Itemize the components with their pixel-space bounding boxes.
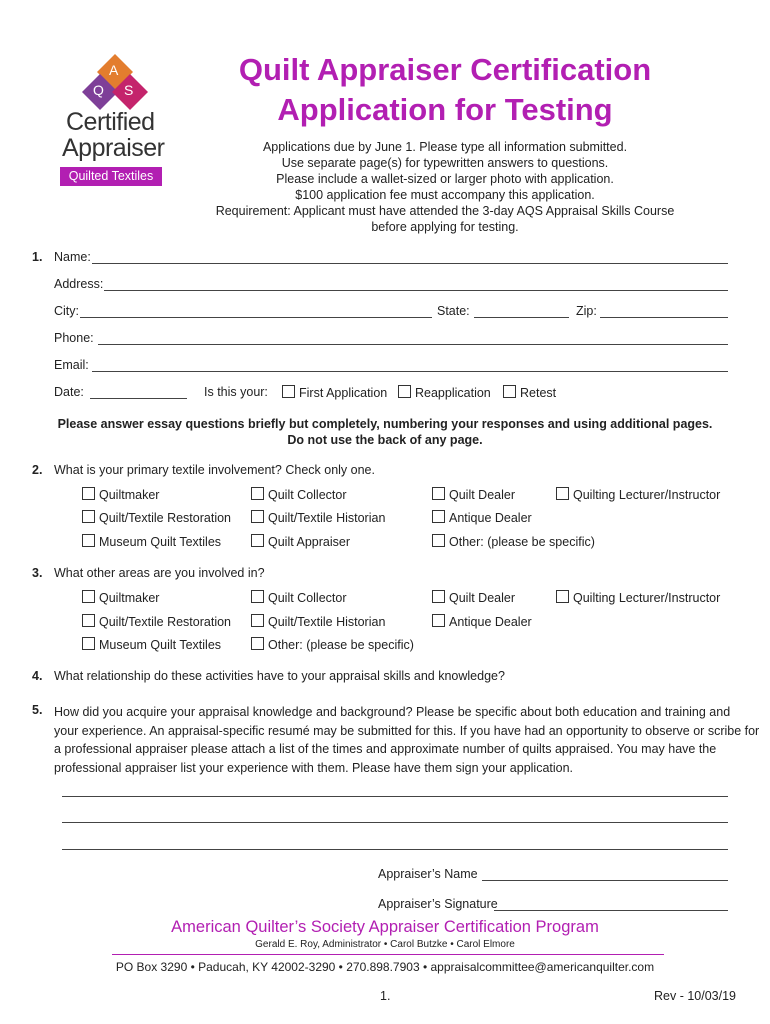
email-label: Email: xyxy=(54,358,89,372)
checkbox-box[interactable] xyxy=(556,590,569,603)
q3-lecturer[interactable] xyxy=(556,590,720,605)
checkbox-box[interactable] xyxy=(251,510,264,523)
q3-museum[interactable] xyxy=(82,637,221,652)
q5-line: your experience. An appraisal-specific resumé may be submitted for this. If you have had an opportunity to observe or scribe for xyxy=(54,723,760,738)
phone-field[interactable] xyxy=(98,344,728,345)
q2-text xyxy=(54,463,375,477)
zip-field[interactable] xyxy=(600,317,728,318)
q4-text: What relationship do these activities have to your appraisal skills and knowledge? xyxy=(54,669,505,683)
essay-instructions xyxy=(40,416,730,448)
q2-museum[interactable] xyxy=(82,534,221,549)
city-label: City: xyxy=(54,304,79,318)
checkbox-box[interactable] xyxy=(398,385,411,398)
q3-quilt-collector[interactable] xyxy=(251,590,347,605)
option-label: Quilting Lecturer/Instructor xyxy=(573,591,721,605)
revision-date: Rev - 10/03/19 xyxy=(654,989,736,1003)
contact-info: PO Box 3290 • Paducah, KY 42002-3290 • 270.898.7903 • appraisalcommittee@americanquilter.com xyxy=(115,960,655,974)
address-field[interactable] xyxy=(104,290,728,291)
option-label: Quilt Collector xyxy=(268,591,347,605)
option-label: Antique Dealer xyxy=(449,615,532,629)
q2-other[interactable] xyxy=(432,534,595,549)
is-this-label: Is this your: xyxy=(204,385,268,399)
page-title xyxy=(170,50,720,130)
option-label: Quilting Lecturer/Instructor xyxy=(573,488,721,502)
name-field[interactable] xyxy=(92,263,728,264)
q3-number: 3. xyxy=(32,566,43,580)
logo-certified: Certified xyxy=(66,108,155,136)
page-number: 1. xyxy=(380,989,391,1003)
option-label: Quilt Collector xyxy=(268,488,347,502)
q3-quiltmaker[interactable] xyxy=(82,590,159,605)
title-line-1: Quilt Appraiser Certification xyxy=(238,52,652,87)
checkbox-box[interactable] xyxy=(282,385,295,398)
appraiser-name-field[interactable] xyxy=(482,880,728,881)
address-label: Address: xyxy=(54,277,104,291)
q3-quilt-dealer[interactable] xyxy=(432,590,515,605)
appraiser-signature-label: Appraiser’s Signature xyxy=(378,897,498,911)
option-label: Museum Quilt Textiles xyxy=(99,535,222,549)
first-application-checkbox[interactable] xyxy=(282,385,387,400)
checkbox-box[interactable] xyxy=(251,534,264,547)
email-field[interactable] xyxy=(92,371,728,372)
checkbox-box[interactable] xyxy=(251,487,264,500)
program-title: American Quilter’s Society Appraiser Certification Program xyxy=(171,918,599,936)
city-field[interactable] xyxy=(80,317,432,318)
q5-line: How did you acquire your appraisal knowledge and background? Please be specific about both education and training and xyxy=(54,705,731,719)
q2-antique-dealer[interactable] xyxy=(432,510,532,525)
checkbox-box[interactable] xyxy=(82,510,95,523)
date-field[interactable] xyxy=(90,398,187,399)
logo-letter-q: Q xyxy=(93,82,104,98)
q2-quiltmaker[interactable] xyxy=(82,487,159,502)
checkbox-box[interactable] xyxy=(503,385,516,398)
option-label: Other: (please be specific) xyxy=(449,535,595,549)
footer-divider xyxy=(112,954,664,955)
aqs-diamond-logo xyxy=(60,52,170,112)
answer-line[interactable] xyxy=(62,822,728,823)
phone-label: Phone: xyxy=(54,331,94,345)
q3-restoration[interactable] xyxy=(82,614,231,629)
reapplication-checkbox[interactable] xyxy=(398,385,491,400)
intro-line: $100 application fee must accompany this application. xyxy=(295,188,595,202)
q2-emphasis: Check only one. xyxy=(285,463,375,477)
checkbox-box[interactable] xyxy=(251,590,264,603)
intro-line: before applying for testing. xyxy=(371,220,519,234)
q2-restoration[interactable] xyxy=(82,510,231,525)
q2-number: 2. xyxy=(32,463,43,477)
answer-line[interactable] xyxy=(62,796,728,797)
option-label: Retest xyxy=(520,386,557,400)
checkbox-box[interactable] xyxy=(82,534,95,547)
checkbox-box[interactable] xyxy=(556,487,569,500)
logo-letter-s: S xyxy=(124,82,134,98)
q3-other[interactable] xyxy=(251,637,414,652)
checkbox-box[interactable] xyxy=(82,614,95,627)
q2-quilt-dealer[interactable] xyxy=(432,487,515,502)
logo-band: Quilted Textiles xyxy=(60,167,162,186)
q1-number: 1. xyxy=(32,250,43,264)
option-label: Quilt/Textile Historian xyxy=(268,615,386,629)
option-label: Quilt Dealer xyxy=(449,591,515,605)
q5-line: a professional appraiser please attach a list of the times and approximate number of quilts appraised. You may have the xyxy=(54,742,717,756)
checkbox-box[interactable] xyxy=(251,614,264,627)
option-label: Quilt Appraiser xyxy=(268,535,350,549)
q3-antique-dealer[interactable] xyxy=(432,614,532,629)
zip-label: Zip: xyxy=(576,304,597,318)
q3-text: What other areas are you involved in? xyxy=(54,566,265,580)
checkbox-box[interactable] xyxy=(82,590,95,603)
state-label: State: xyxy=(437,304,470,318)
checkbox-box[interactable] xyxy=(432,614,445,627)
appraiser-signature-field[interactable] xyxy=(494,910,728,911)
option-label: Museum Quilt Textiles xyxy=(99,638,222,652)
checkbox-box[interactable] xyxy=(251,637,264,650)
logo-appraiser: Appraiser xyxy=(62,134,165,162)
title-line-2: Application for Testing xyxy=(277,92,613,127)
retest-checkbox[interactable] xyxy=(503,385,556,400)
date-label: Date: xyxy=(54,385,84,399)
checkbox-box[interactable] xyxy=(432,534,445,547)
logo-letter-a: A xyxy=(109,62,119,78)
logo xyxy=(60,52,170,187)
checkbox-box[interactable] xyxy=(82,637,95,650)
q2-quilt-appraiser[interactable] xyxy=(251,534,350,549)
option-label: Reapplication xyxy=(415,386,491,400)
option-label: Quilt Dealer xyxy=(449,488,515,502)
q4-number: 4. xyxy=(32,669,43,683)
option-label: Quiltmaker xyxy=(99,591,160,605)
option-label: Quilt/Textile Historian xyxy=(268,511,386,525)
checkbox-box[interactable] xyxy=(432,510,445,523)
intro-line: Please include a wallet-sized or larger photo with application. xyxy=(276,172,614,186)
answer-line[interactable] xyxy=(62,849,728,850)
q3-historian[interactable] xyxy=(251,614,385,629)
q5-text xyxy=(54,703,760,777)
checkbox-box[interactable] xyxy=(82,487,95,500)
q2-historian[interactable] xyxy=(251,510,385,525)
checkbox-box[interactable] xyxy=(432,487,445,500)
option-label: Quilt/Textile Restoration xyxy=(99,615,232,629)
checkbox-box[interactable] xyxy=(432,590,445,603)
program-admins: Gerald E. Roy, Administrator • Carol Butzke • Carol Elmore xyxy=(255,939,515,950)
state-field[interactable] xyxy=(474,317,569,318)
intro-line: Use separate page(s) for typewritten answers to questions. xyxy=(281,156,609,170)
q2-question: What is your primary textile involvement? xyxy=(54,463,282,477)
option-label: Quiltmaker xyxy=(99,488,160,502)
q5-number: 5. xyxy=(32,703,43,717)
option-label: First Application xyxy=(299,386,388,400)
intro-text xyxy=(190,139,700,235)
option-label: Quilt/Textile Restoration xyxy=(99,511,232,525)
q5-line: professional appraiser list your experience with them. Please have them sign your application. xyxy=(54,760,574,775)
intro-line: Applications due by June 1. Please type all information submitted. xyxy=(262,140,628,154)
intro-line: Requirement: Applicant must have attended the 3-day AQS Appraisal Skills Course xyxy=(215,204,675,218)
option-label: Other: (please be specific) xyxy=(268,638,414,652)
essay-line-1: Please answer essay questions briefly but completely, numbering your responses and using additional pages. xyxy=(57,417,713,431)
name-label: Name: xyxy=(54,250,91,264)
essay-line-2: Do not use the back of any page. xyxy=(287,433,483,447)
q2-lecturer[interactable] xyxy=(556,487,720,502)
appraiser-name-label: Appraiser’s Name xyxy=(378,867,478,881)
option-label: Antique Dealer xyxy=(449,511,532,525)
q2-quilt-collector[interactable] xyxy=(251,487,347,502)
